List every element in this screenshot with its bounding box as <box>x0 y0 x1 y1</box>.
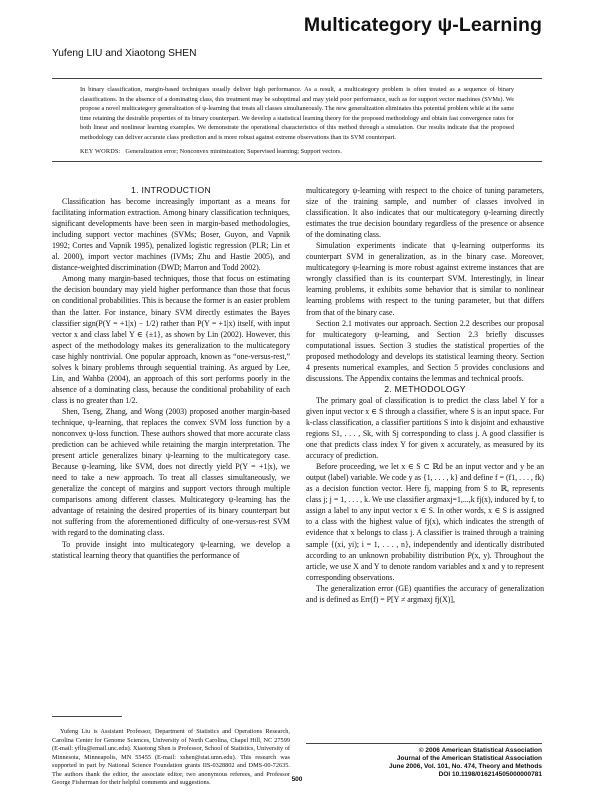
right-column <box>306 185 544 605</box>
paper-title: Multicategory ψ-Learning <box>303 14 542 36</box>
journal-info <box>389 747 542 779</box>
left-column <box>52 185 290 561</box>
body-paragraph: multicategory ψ-learning with respect to the choice of tuning parameters, size of the training sample, and number of classes involved in classification. It also indicates that our multicategory ψ-learning directly estimates the true decision boundary regardless of the presence or absence of the dominating class. <box>306 186 544 240</box>
footnote-rule <box>52 716 122 717</box>
abstract-bottom-rule <box>52 161 542 162</box>
journal-name-line: Journal of the American Statistical Association <box>396 755 542 763</box>
author-line: Yufeng LIU and Xiaotong SHEN <box>52 48 197 59</box>
body-paragraph: Simulation experiments indicate that ψ-learning outperforms its counterpart SVM in generalization, as in the binary case. Moreover, multicategory ψ-learning is more robust against extreme instances that are wrongly classified than is its counterpart SVM. Interestingly, in linear learning problems, it exhibits some behavior that is similar to nonlinear learning problems with respect to the tuning parameter, but that differs from that of the binary case. <box>306 241 544 317</box>
copyright-line: © 2006 American Statistical Association <box>418 747 542 754</box>
author-footnote: Yufeng Liu is Assistant Professor, Department of Statistics and Operations Research, Carolina Center for Genome Sciences, University of North Carolina, Chapel Hill, NC 27599 (E-mail: yfliu@email.unc.edu). Xiaotong Shen is Professor, School of Statistics, University of Minnesota, Minneapolis, MN 55455 (E-mail: xshen@stat.umn.edu). This research was supported in part by National Science Foundation grants IIS-0328802 and DMS-00-72635. The authors thank the editor, the associate editor, two anonymous referees, and Professor George Fisherman for their helpful comments and suggestions. <box>52 728 290 787</box>
journal-rule <box>306 743 542 744</box>
body-paragraph: Before proceeding, we let x ∈ S ⊂ ℝd be an input vector and y be an output (label) variable. We code y as {1, . . . , k} and define f = (f1, . . . , fk) as a decision function vector. Here fj, mapping from S to ℝ, represents class j; j = 1, . . . , k. We use classifier argmaxj=1,...,k fj(x), induced by f, to assign a label to any input vector x ∈ S. In other words, x ∈ S is assigned to a class with the highest value of fj(x), which indicates the strength of evidence that x belongs to class j. A classifier is trained through a training sample {(xi, yi); i = 1, . . . , n}, independently and identically distributed according to an unknown probability distribution P(x, y). Throughout the article, we use X and Y to denote random variables and x and y to represent corresponding observations. <box>306 462 544 582</box>
abstract-text: In binary classification, margin-based techniques usually deliver high performance. As a result, a multicategory problem is often treated as a sequence of binary classifications. In the absence of a dominating class, this treatment may be suboptimal and may yield poor performance, such as for support vector machines (SVMs). We propose a novel multicategory generalization of ψ-learning that treats all classes simultaneously. The new generalization eliminates this potential problem while at the same time retaining the desirable properties of its binary counterpart. We develop a statistical learning theory for the proposed methodology and obtain fast convergence rates for both linear and nonlinear learning examples. We demonstrate the operational characteristics of this method through a simulation. Our results indicate that the proposed methodology can deliver accurate class prediction and is more robust against extreme observations than its SVM counterpart. <box>80 86 514 141</box>
section-heading-methodology: 2. METHODOLOGY <box>384 383 466 394</box>
body-paragraph: The generalization error (GE) quantifies the accuracy of generalization and is defined as Err(f) = P[Y ≠ argmaxj fj(X)], <box>306 583 544 604</box>
body-paragraph: Classification has become increasingly important as a means for facilitating information extraction. Among binary classification techniques, significant developments have been seen in margin-based methodologies, including support vector machines (SVMs; Boser, Guyon, and Vapnik 1992; Cortes and Vapnik 1995), penalized logistic regression (PLR; Lin et al. 2000), import vector machines (IVMs; Zhu and Hastie 2005), and distance-weighted discrimination (DWD; Marron and Todd 2002). <box>52 197 290 273</box>
page-number: 500 <box>291 776 303 783</box>
doi-line: DOI 10.1198/016214505000000781 <box>438 771 542 779</box>
keywords-line <box>80 147 514 157</box>
section-heading-introduction: 1. INTRODUCTION <box>131 185 211 195</box>
abstract-block <box>52 78 542 162</box>
issue-line: June 2006, Vol. 101, No. 474, Theory and Methods <box>388 763 542 771</box>
body-paragraph: Shen, Tseng, Zhang, and Wong (2003) proposed another margin-based technique, ψ-learning, that replaces the convex SVM loss function by a nonconvex ψ-loss function. These authors showed that more accurate class prediction can be achieved while retaining the margin interpretation. The present article generalizes binary ψ-learning to the multicategory case. Because ψ-learning, like SVM, does not directly yield P(Y = +1|x), we need to take a new approach. To treat all classes simultaneously, we generalize the concept of margins and support vectors through multiple comparisons among different classes. Multicategory ψ-learning has the advantage of retaining the desired properties of its binary counterpart but not suffering from the aforementioned difficulty of one-versus-rest SVM with regard to the dominating class. <box>52 406 290 538</box>
body-paragraph: Among many margin-based techniques, those that focus on estimating the decision boundary may yield higher performance than those that focus on conditional probabilities. This is because the former is an easier problem than the latter. For instance, binary SVM directly estimates the Bayes classifier sign(P(Y = +1|x) − 1/2) rather than P(Y = +1|x) itself, with input vector x and class label Y ∈ {±1}, as shown by Lin (2002). However, this aspect of the methodology makes its generalization to the multicategory case highly nontrivial. One popular approach, known as “one-versus-rest,” solves k binary problems through sequential training. As argued by Lee, Lin, and Wahba (2004), an approach of this sort performs poorly in the absence of a dominating class, because the conditional probability of each class is no greater than 1/2. <box>52 274 290 405</box>
keywords-label: KEY WORDS: <box>80 148 121 155</box>
body-paragraph: To provide insight into multicategory ψ-learning, we develop a statistical learning theory that quantifies the performance of <box>52 539 290 560</box>
body-paragraph: Section 2.1 motivates our approach. Section 2.2 describes our proposal for multicategory ψ-learning, and Section 2.3 briefly discusses computational issues. Section 3 studies the statistical properties of the proposed methodology and develops its statistical learning theory. Section 4 presents numerical examples, and Section 5 provides conclusions and discussions. The Appendix contains the lemmas and technical proofs. <box>306 318 544 383</box>
body-paragraph: The primary goal of classification is to predict the class label Y for a given input vector x ∈ S through a classifier, where S is an input space. For k-class classification, a classifier partitions S into k disjoint and exhaustive regions S1, . . . , Sk, with Sj corresponding to class j. A good classifier is one that predicts class index Y for given x accurately, as measured by its accuracy of prediction. <box>306 395 544 461</box>
keywords-list: Generalization error; Nonconvex minimization; Supervised learning; Support vectors. <box>125 148 342 155</box>
